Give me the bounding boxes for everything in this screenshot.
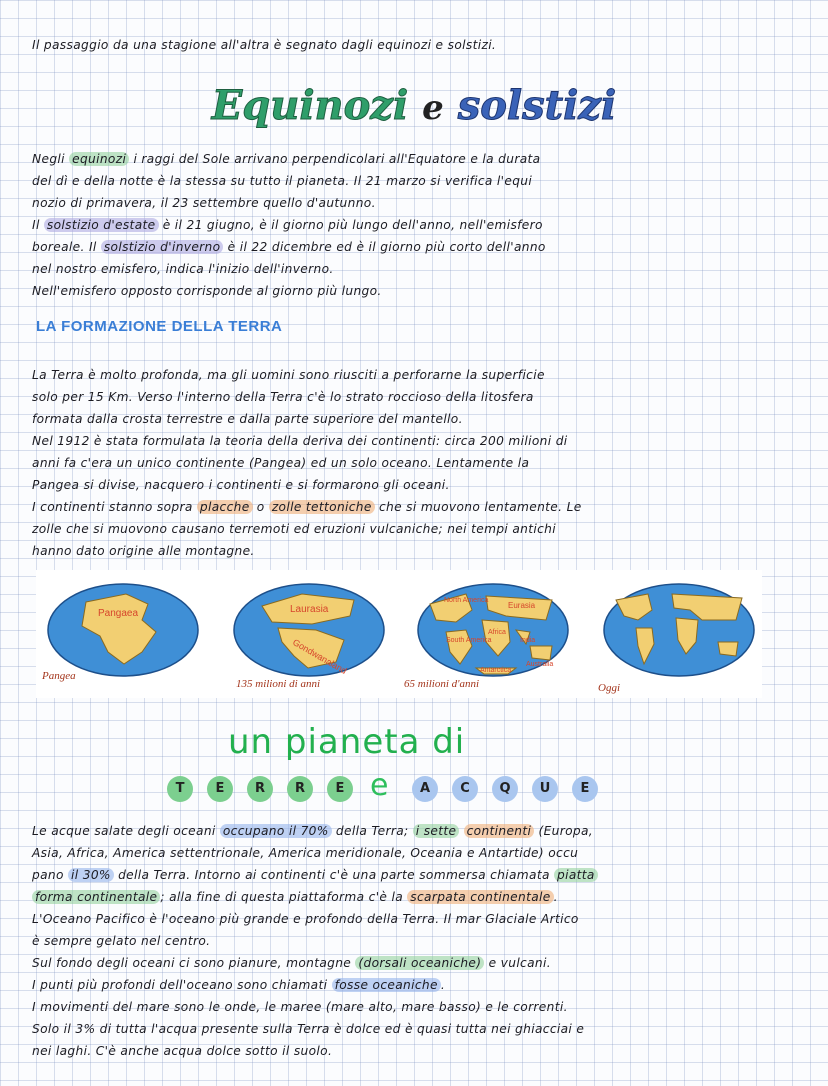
label-eurasia: Eurasia <box>508 601 536 610</box>
label-north-america: North America <box>444 597 489 604</box>
title2-connector: e <box>370 768 389 803</box>
label-australia: Australia <box>526 661 554 668</box>
p2-line3: formata dalla crosta terrestre e dalla parte superiore del mantello. <box>32 412 463 426</box>
highlight-equinozi: equinozi <box>69 152 129 166</box>
caption-map4: Oggi <box>598 682 620 694</box>
p3-line3: pano il 30% della Terra. Intorno ai continenti c'è una parte sommersa chiamata piatta <box>32 868 598 882</box>
section-title: LA FORMAZIONE DELLA TERRA <box>36 318 283 335</box>
map-65-million <box>416 580 570 680</box>
title-part1: Equinozi <box>211 82 409 129</box>
p3-line10: Solo il 3% di tutta l'acqua presente sulla Terra è dolce ed è quasi tutta nei ghiacciai e <box>32 1022 585 1036</box>
p3-line8: I punti più profondi dell'oceano sono chiamati fosse oceaniche . <box>32 978 446 992</box>
highlight-i-sette: i sette <box>413 824 460 838</box>
p1-line5: boreale. Il solstizio d'inverno è il 22 dicembre ed è il giorno più corto dell'anno <box>32 240 546 254</box>
map-135-million <box>232 580 386 680</box>
title-connector: e <box>422 88 444 128</box>
caption-map2: 135 milioni di anni <box>236 678 321 690</box>
p1-line7: Nell'emisfero opposto corrisponde al giorno più lungo. <box>32 284 382 298</box>
highlight-solstizio-inverno: solstizio d'inverno <box>101 240 224 254</box>
p3-line5: L'Oceano Pacifico è l'oceano più grande e profondo della Terra. Il mar Glaciale Artico <box>32 912 579 926</box>
letter-circle: E <box>572 776 598 802</box>
letter-circle: E <box>327 776 353 802</box>
highlight-continenti: continenti <box>464 824 535 838</box>
title-part2: solstizi <box>457 82 617 129</box>
map-pangea <box>46 580 200 680</box>
continental-drift-maps <box>36 570 762 698</box>
p2-line7: I continenti stanno sopra placche o zolle tettoniche che si muovono lentamente. Le <box>32 500 582 514</box>
p2-line4: Nel 1912 è stata formulata la teoria della deriva dei continenti: circa 200 milioni di <box>32 434 568 448</box>
p2-line6: Pangea si divise, nacquero i continenti e si formarono gli oceani. <box>32 478 450 492</box>
highlight-placche: placche <box>197 500 253 514</box>
highlight-piatta: piatta <box>554 868 598 882</box>
highlight-zolle-tettoniche: zolle tettoniche <box>269 500 375 514</box>
letter-circle: A <box>412 776 438 802</box>
label-antarctica: Antarctica <box>480 667 512 674</box>
p3-line6: è sempre gelato nel centro. <box>32 934 211 948</box>
p3-line11: nei laghi. C'è anche acqua dolce sotto il suolo. <box>32 1044 333 1058</box>
caption-map3: 65 milioni d'anni <box>404 678 480 690</box>
highlight-occupano-70: occupano il 70% <box>220 824 332 838</box>
p2-line1: La Terra è molto profonda, ma gli uomini sono riusciti a perforarne la superficie <box>32 368 545 382</box>
letter-circle: E <box>207 776 233 802</box>
title-terre-e-acque <box>0 768 828 806</box>
intro-line: Il passaggio da una stagione all'altra è segnato dagli equinozi e solstizi. <box>32 38 497 52</box>
letter-circle: R <box>287 776 313 802</box>
label-pangaea: Pangaea <box>98 608 139 619</box>
highlight-solstizio-estate: solstizio d'estate <box>44 218 159 232</box>
label-laurasia: Laurasia <box>290 604 329 615</box>
highlight-forma-continentale: forma continentale <box>32 890 160 904</box>
title-un-pianeta-di: un pianeta di <box>228 722 466 762</box>
highlight-30: il 30% <box>68 868 114 882</box>
p1-line4: Il solstizio d'estate è il 21 giugno, è il giorno più lungo dell'anno, nell'emisfero <box>32 218 543 232</box>
p1-line1: Negli equinozi i raggi del Sole arrivano perpendicolari all'Equatore e la durata <box>32 152 541 166</box>
p2-line9: hanno dato origine alle montagne. <box>32 544 255 558</box>
label-south-america: South America <box>446 637 492 644</box>
p2-line8: zolle che si muovono causano terremoti ed eruzioni vulcaniche; nei tempi antichi <box>32 522 556 536</box>
highlight-fosse: fosse oceaniche <box>332 978 441 992</box>
highlight-scarpata: scarpata continentale <box>407 890 553 904</box>
letter-circle: R <box>247 776 273 802</box>
label-africa: Africa <box>488 629 506 636</box>
p1-line6: nel nostro emisfero, indica l'inizio dell'inverno. <box>32 262 334 276</box>
letter-circle: T <box>167 776 193 802</box>
letter-circle: C <box>452 776 478 802</box>
title-equinozi-solstizi <box>0 82 828 129</box>
caption-map1: Pangea <box>42 670 76 682</box>
p3-line7: Sul fondo degli oceani ci sono pianure, montagne (dorsali oceaniche) e vulcani. <box>32 956 551 970</box>
p3-line4: forma continentale ; alla fine di questa piattaforma c'è la scarpata continentale . <box>32 890 558 904</box>
p3-line9: I movimenti del mare sono le onde, le maree (mare alto, mare basso) e le correnti. <box>32 1000 568 1014</box>
p3-line2: Asia, Africa, America settentrionale, America meridionale, Oceania e Antartide) occu <box>32 846 579 860</box>
letter-circle: U <box>532 776 558 802</box>
label-india: India <box>520 637 536 644</box>
p1-line2: del dì e della notte è la stessa su tutto il pianeta. Il 21 marzo si verifica l'equi <box>32 174 533 188</box>
p2-line5: anni fa c'era un unico continente (Pangea) ed un solo oceano. Lentamente la <box>32 456 530 470</box>
p1-line3: nozio di primavera, il 23 settembre quello d'autunno. <box>32 196 376 210</box>
p3-line1: Le acque salate degli oceani occupano il 70% della Terra; i sette continenti (Europa, <box>32 824 594 838</box>
highlight-dorsali: (dorsali oceaniche) <box>355 956 484 970</box>
p2-line2: solo per 15 Km. Verso l'interno della Terra c'è lo strato roccioso della litosfera <box>32 390 534 404</box>
letter-circle: Q <box>492 776 518 802</box>
map-today <box>602 580 756 680</box>
label-gondwanaland: Gondwanaland <box>291 637 349 677</box>
